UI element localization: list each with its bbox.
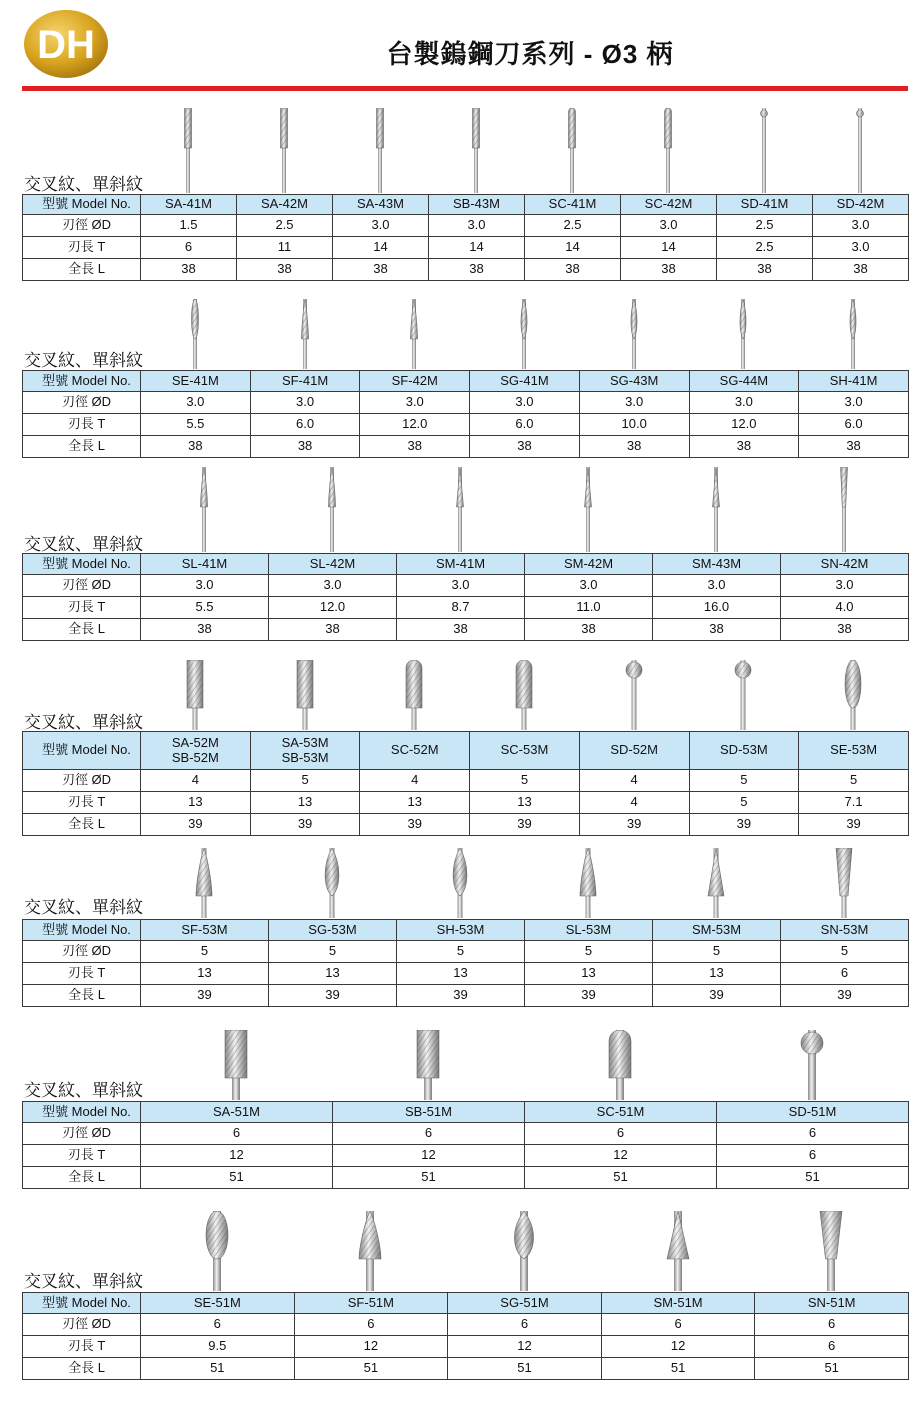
- tool-image: [197, 1211, 237, 1291]
- tool-image-row: [22, 299, 908, 369]
- model-row: [23, 1293, 909, 1314]
- value-cell: 6.0: [250, 414, 360, 436]
- value-cell: 5: [250, 770, 360, 792]
- diameter-row: [23, 392, 909, 414]
- value-cell: 51: [141, 1358, 295, 1380]
- model-cell: SE-41M: [141, 371, 251, 392]
- model-cell: SC-42M: [621, 195, 717, 215]
- tool-image: [723, 660, 763, 730]
- value-cell: 5.5: [141, 414, 251, 436]
- value-cell: 3.0: [799, 392, 909, 414]
- model-cell: SF-53M: [141, 920, 269, 941]
- cutting-length-row: [23, 1336, 909, 1358]
- tool-image: [504, 1211, 544, 1291]
- model-cell: SF-42M: [360, 371, 470, 392]
- value-cell: 1.5: [141, 215, 237, 237]
- row-label: 刃長 T: [23, 414, 141, 436]
- model-cell: SA-52M SB-52M: [141, 732, 251, 770]
- model-cell: SM-42M: [525, 554, 653, 575]
- tool-image: [792, 1030, 832, 1100]
- diameter-row: [23, 575, 909, 597]
- value-cell: 6: [601, 1314, 755, 1336]
- value-cell: 39: [525, 985, 653, 1007]
- value-cell: 51: [294, 1358, 448, 1380]
- value-cell: 38: [813, 259, 909, 281]
- model-cell: SM-53M: [653, 920, 781, 941]
- tool-image-row: [22, 108, 908, 193]
- value-cell: 39: [653, 985, 781, 1007]
- model-cell: SE-51M: [141, 1293, 295, 1314]
- tool-image-row: [22, 467, 908, 552]
- model-cell: SG-44M: [689, 371, 799, 392]
- tool-image: [658, 1211, 698, 1291]
- row-label: 全長 L: [23, 1358, 141, 1380]
- model-cell: SL-42M: [269, 554, 397, 575]
- value-cell: 3.0: [470, 392, 580, 414]
- model-cell: SM-41M: [397, 554, 525, 575]
- section-label: 交叉紋、單斜紋: [24, 1272, 143, 1291]
- model-row: [23, 1102, 909, 1123]
- value-cell: 38: [141, 259, 237, 281]
- spec-table: [22, 731, 909, 836]
- model-cell: SA-51M: [141, 1102, 333, 1123]
- spec-table: [22, 1101, 909, 1189]
- value-cell: 6: [755, 1314, 909, 1336]
- tool-image: [184, 848, 224, 918]
- tool-image: [614, 299, 654, 369]
- tool-image: [456, 108, 496, 193]
- row-label: 全長 L: [23, 1167, 141, 1189]
- value-cell: 3.0: [250, 392, 360, 414]
- row-label: 全長 L: [23, 436, 141, 458]
- model-cell: SC-53M: [470, 732, 580, 770]
- value-cell: 51: [525, 1167, 717, 1189]
- value-cell: 38: [717, 259, 813, 281]
- row-label: 刃長 T: [23, 237, 141, 259]
- value-cell: 5: [525, 941, 653, 963]
- value-cell: 11: [237, 237, 333, 259]
- model-cell: SD-41M: [717, 195, 813, 215]
- value-cell: 5: [781, 941, 909, 963]
- row-label: 型號 Model No.: [23, 920, 141, 941]
- value-cell: 5: [470, 770, 580, 792]
- value-cell: 13: [397, 963, 525, 985]
- overall-length-row: [23, 1167, 909, 1189]
- tool-image: [312, 467, 352, 552]
- dh-logo: [22, 6, 110, 80]
- value-cell: 2.5: [717, 237, 813, 259]
- row-label: 刃徑 ØD: [23, 215, 141, 237]
- value-cell: 6: [781, 963, 909, 985]
- spec-table: [22, 194, 909, 281]
- value-cell: 6.0: [470, 414, 580, 436]
- overall-length-row: [23, 259, 909, 281]
- value-cell: 3.0: [813, 215, 909, 237]
- value-cell: 10.0: [579, 414, 689, 436]
- tool-image: [264, 108, 304, 193]
- value-cell: 39: [269, 985, 397, 1007]
- tool-image: [175, 660, 215, 730]
- value-cell: 2.5: [237, 215, 333, 237]
- model-cell: SB-43M: [429, 195, 525, 215]
- spec-table: [22, 919, 909, 1007]
- value-cell: 6: [717, 1123, 909, 1145]
- row-label: 全長 L: [23, 619, 141, 641]
- cutting-length-row: [23, 597, 909, 619]
- value-cell: 39: [397, 985, 525, 1007]
- model-cell: SG-41M: [470, 371, 580, 392]
- value-cell: 13: [525, 963, 653, 985]
- value-cell: 51: [448, 1358, 602, 1380]
- diameter-row: [23, 770, 909, 792]
- value-cell: 2.5: [717, 215, 813, 237]
- value-cell: 2.5: [525, 215, 621, 237]
- model-cell: SH-41M: [799, 371, 909, 392]
- section-label: 交叉紋、單斜紋: [24, 1081, 143, 1100]
- tool-image: [614, 660, 654, 730]
- overall-length-row: [23, 436, 909, 458]
- value-cell: 5: [269, 941, 397, 963]
- value-cell: 6: [141, 1123, 333, 1145]
- value-cell: 38: [333, 259, 429, 281]
- value-cell: 51: [141, 1167, 333, 1189]
- value-cell: 7.1: [799, 792, 909, 814]
- model-cell: SN-51M: [755, 1293, 909, 1314]
- tool-image: [568, 848, 608, 918]
- model-cell: SF-51M: [294, 1293, 448, 1314]
- tool-image: [350, 1211, 390, 1291]
- value-cell: 13: [360, 792, 470, 814]
- tool-image: [824, 467, 864, 552]
- tool-image: [833, 299, 873, 369]
- row-label: 全長 L: [23, 985, 141, 1007]
- value-cell: 13: [653, 963, 781, 985]
- model-cell: SA-42M: [237, 195, 333, 215]
- row-label: 全長 L: [23, 814, 141, 836]
- tool-image: [504, 660, 544, 730]
- model-cell: SE-53M: [799, 732, 909, 770]
- tool-image: [696, 467, 736, 552]
- overall-length-row: [23, 985, 909, 1007]
- value-cell: 3.0: [141, 392, 251, 414]
- value-cell: 6: [717, 1145, 909, 1167]
- value-cell: 6: [525, 1123, 717, 1145]
- tool-image: [840, 108, 880, 193]
- row-label: 刃長 T: [23, 1145, 141, 1167]
- model-cell: SN-53M: [781, 920, 909, 941]
- value-cell: 3.0: [653, 575, 781, 597]
- value-cell: 3.0: [781, 575, 909, 597]
- value-cell: 3.0: [813, 237, 909, 259]
- value-cell: 12: [141, 1145, 333, 1167]
- model-cell: SB-51M: [333, 1102, 525, 1123]
- value-cell: 3.0: [689, 392, 799, 414]
- model-cell: SM-51M: [601, 1293, 755, 1314]
- value-cell: 6: [448, 1314, 602, 1336]
- value-cell: 3.0: [525, 575, 653, 597]
- value-cell: 5: [689, 792, 799, 814]
- value-cell: 38: [470, 436, 580, 458]
- model-cell: SL-53M: [525, 920, 653, 941]
- row-label: 刃長 T: [23, 597, 141, 619]
- value-cell: 12: [448, 1336, 602, 1358]
- value-cell: 38: [781, 619, 909, 641]
- tool-image-row: [22, 660, 908, 730]
- value-cell: 38: [525, 619, 653, 641]
- tool-image: [394, 660, 434, 730]
- tool-image: [811, 1211, 851, 1291]
- tool-image: [408, 1030, 448, 1100]
- page-title: 台製鎢鋼刀系列 - Ø3 柄: [386, 39, 674, 69]
- value-cell: 12: [333, 1145, 525, 1167]
- value-cell: 6: [294, 1314, 448, 1336]
- model-cell: SH-53M: [397, 920, 525, 941]
- page-header: [0, 0, 924, 96]
- model-cell: SD-53M: [689, 732, 799, 770]
- row-label: 刃徑 ØD: [23, 770, 141, 792]
- value-cell: 3.0: [360, 392, 470, 414]
- value-cell: 39: [579, 814, 689, 836]
- spec-table: [22, 553, 909, 641]
- tool-image: [723, 299, 763, 369]
- tool-image: [600, 1030, 640, 1100]
- logo-text: DH: [37, 23, 95, 67]
- value-cell: 16.0: [653, 597, 781, 619]
- tool-image-row: [22, 1211, 908, 1291]
- tool-image: [175, 299, 215, 369]
- value-cell: 39: [360, 814, 470, 836]
- value-cell: 38: [141, 436, 251, 458]
- tool-image: [744, 108, 784, 193]
- tool-image: [216, 1030, 256, 1100]
- tool-image: [168, 108, 208, 193]
- model-row: [23, 920, 909, 941]
- value-cell: 38: [429, 259, 525, 281]
- model-cell: SD-52M: [579, 732, 689, 770]
- value-cell: 38: [269, 619, 397, 641]
- value-cell: 12: [294, 1336, 448, 1358]
- section-label: 交叉紋、單斜紋: [24, 175, 143, 194]
- row-label: 刃徑 ØD: [23, 1314, 141, 1336]
- value-cell: 6: [141, 237, 237, 259]
- value-cell: 38: [525, 259, 621, 281]
- model-cell: SG-43M: [579, 371, 689, 392]
- value-cell: 4: [579, 770, 689, 792]
- diameter-row: [23, 1314, 909, 1336]
- value-cell: 38: [653, 619, 781, 641]
- value-cell: 4: [360, 770, 470, 792]
- model-cell: SC-41M: [525, 195, 621, 215]
- model-cell: SG-51M: [448, 1293, 602, 1314]
- value-cell: 38: [237, 259, 333, 281]
- tool-image: [285, 299, 325, 369]
- value-cell: 5: [653, 941, 781, 963]
- value-cell: 3.0: [333, 215, 429, 237]
- tool-image: [824, 848, 864, 918]
- model-row: [23, 732, 909, 770]
- tool-image: [360, 108, 400, 193]
- row-label: 型號 Model No.: [23, 1293, 141, 1314]
- value-cell: 38: [621, 259, 717, 281]
- row-label: 型號 Model No.: [23, 554, 141, 575]
- header-divider: [22, 86, 908, 91]
- value-cell: 5: [689, 770, 799, 792]
- row-label: 型號 Model No.: [23, 1102, 141, 1123]
- value-cell: 51: [717, 1167, 909, 1189]
- value-cell: 14: [525, 237, 621, 259]
- tool-image: [440, 467, 480, 552]
- model-cell: SA-41M: [141, 195, 237, 215]
- value-cell: 14: [333, 237, 429, 259]
- row-label: 型號 Model No.: [23, 195, 141, 215]
- section-label: 交叉紋、單斜紋: [24, 351, 143, 370]
- tool-image-row: [22, 1030, 908, 1100]
- section-label: 交叉紋、單斜紋: [24, 535, 143, 554]
- model-row: [23, 371, 909, 392]
- value-cell: 51: [601, 1358, 755, 1380]
- value-cell: 3.0: [621, 215, 717, 237]
- value-cell: 38: [360, 436, 470, 458]
- value-cell: 11.0: [525, 597, 653, 619]
- tool-image: [696, 848, 736, 918]
- cutting-length-row: [23, 792, 909, 814]
- value-cell: 4: [579, 792, 689, 814]
- cutting-length-row: [23, 1145, 909, 1167]
- row-label: 刃長 T: [23, 792, 141, 814]
- value-cell: 4: [141, 770, 251, 792]
- value-cell: 3.0: [429, 215, 525, 237]
- value-cell: 8.7: [397, 597, 525, 619]
- cutting-length-row: [23, 237, 909, 259]
- diameter-row: [23, 215, 909, 237]
- section-label: 交叉紋、單斜紋: [24, 713, 143, 732]
- value-cell: 5: [799, 770, 909, 792]
- tool-image: [504, 299, 544, 369]
- model-cell: SD-51M: [717, 1102, 909, 1123]
- value-cell: 38: [397, 619, 525, 641]
- value-cell: 39: [689, 814, 799, 836]
- value-cell: 3.0: [397, 575, 525, 597]
- tool-image: [312, 848, 352, 918]
- value-cell: 3.0: [269, 575, 397, 597]
- value-cell: 13: [269, 963, 397, 985]
- overall-length-row: [23, 814, 909, 836]
- value-cell: 12.0: [360, 414, 470, 436]
- value-cell: 13: [141, 963, 269, 985]
- value-cell: 6.0: [799, 414, 909, 436]
- diameter-row: [23, 941, 909, 963]
- value-cell: 6: [333, 1123, 525, 1145]
- value-cell: 14: [621, 237, 717, 259]
- model-cell: SM-43M: [653, 554, 781, 575]
- model-cell: SA-43M: [333, 195, 429, 215]
- tool-image: [648, 108, 688, 193]
- row-label: 刃徑 ØD: [23, 392, 141, 414]
- row-label: 刃長 T: [23, 1336, 141, 1358]
- model-cell: SC-51M: [525, 1102, 717, 1123]
- tool-image: [568, 467, 608, 552]
- model-row: [23, 554, 909, 575]
- tool-image: [394, 299, 434, 369]
- value-cell: 51: [755, 1358, 909, 1380]
- value-cell: 5: [141, 941, 269, 963]
- row-label: 全長 L: [23, 259, 141, 281]
- value-cell: 14: [429, 237, 525, 259]
- row-label: 型號 Model No.: [23, 371, 141, 392]
- value-cell: 5: [397, 941, 525, 963]
- model-cell: SL-41M: [141, 554, 269, 575]
- row-label: 刃徑 ØD: [23, 1123, 141, 1145]
- diameter-row: [23, 1123, 909, 1145]
- model-cell: SA-53M SB-53M: [250, 732, 360, 770]
- value-cell: 38: [250, 436, 360, 458]
- row-label: 刃徑 ØD: [23, 941, 141, 963]
- value-cell: 12.0: [269, 597, 397, 619]
- tool-image: [552, 108, 592, 193]
- spec-table: [22, 1292, 909, 1380]
- model-cell: SD-42M: [813, 195, 909, 215]
- value-cell: 51: [333, 1167, 525, 1189]
- value-cell: 6: [141, 1314, 295, 1336]
- tool-image: [833, 660, 873, 730]
- value-cell: 39: [141, 985, 269, 1007]
- row-label: 型號 Model No.: [23, 732, 141, 770]
- value-cell: 3.0: [141, 575, 269, 597]
- value-cell: 12: [525, 1145, 717, 1167]
- value-cell: 38: [579, 436, 689, 458]
- model-cell: SC-52M: [360, 732, 470, 770]
- spec-table: [22, 370, 909, 458]
- value-cell: 12.0: [689, 414, 799, 436]
- value-cell: 13: [250, 792, 360, 814]
- row-label: 刃徑 ØD: [23, 575, 141, 597]
- value-cell: 4.0: [781, 597, 909, 619]
- section-label: 交叉紋、單斜紋: [24, 898, 143, 917]
- model-cell: SF-41M: [250, 371, 360, 392]
- model-cell: SG-53M: [269, 920, 397, 941]
- overall-length-row: [23, 1358, 909, 1380]
- value-cell: 39: [799, 814, 909, 836]
- value-cell: 39: [141, 814, 251, 836]
- tool-image-row: [22, 848, 908, 918]
- row-label: 刃長 T: [23, 963, 141, 985]
- value-cell: 38: [799, 436, 909, 458]
- tool-image: [285, 660, 325, 730]
- overall-length-row: [23, 619, 909, 641]
- value-cell: 13: [470, 792, 580, 814]
- value-cell: 13: [141, 792, 251, 814]
- cutting-length-row: [23, 963, 909, 985]
- cutting-length-row: [23, 414, 909, 436]
- model-cell: SN-42M: [781, 554, 909, 575]
- value-cell: 39: [781, 985, 909, 1007]
- value-cell: 5.5: [141, 597, 269, 619]
- value-cell: 38: [689, 436, 799, 458]
- value-cell: 39: [250, 814, 360, 836]
- model-row: [23, 195, 909, 215]
- value-cell: 12: [601, 1336, 755, 1358]
- value-cell: 39: [470, 814, 580, 836]
- value-cell: 9.5: [141, 1336, 295, 1358]
- value-cell: 6: [755, 1336, 909, 1358]
- tool-image: [440, 848, 480, 918]
- value-cell: 38: [141, 619, 269, 641]
- tool-image: [184, 467, 224, 552]
- value-cell: 3.0: [579, 392, 689, 414]
